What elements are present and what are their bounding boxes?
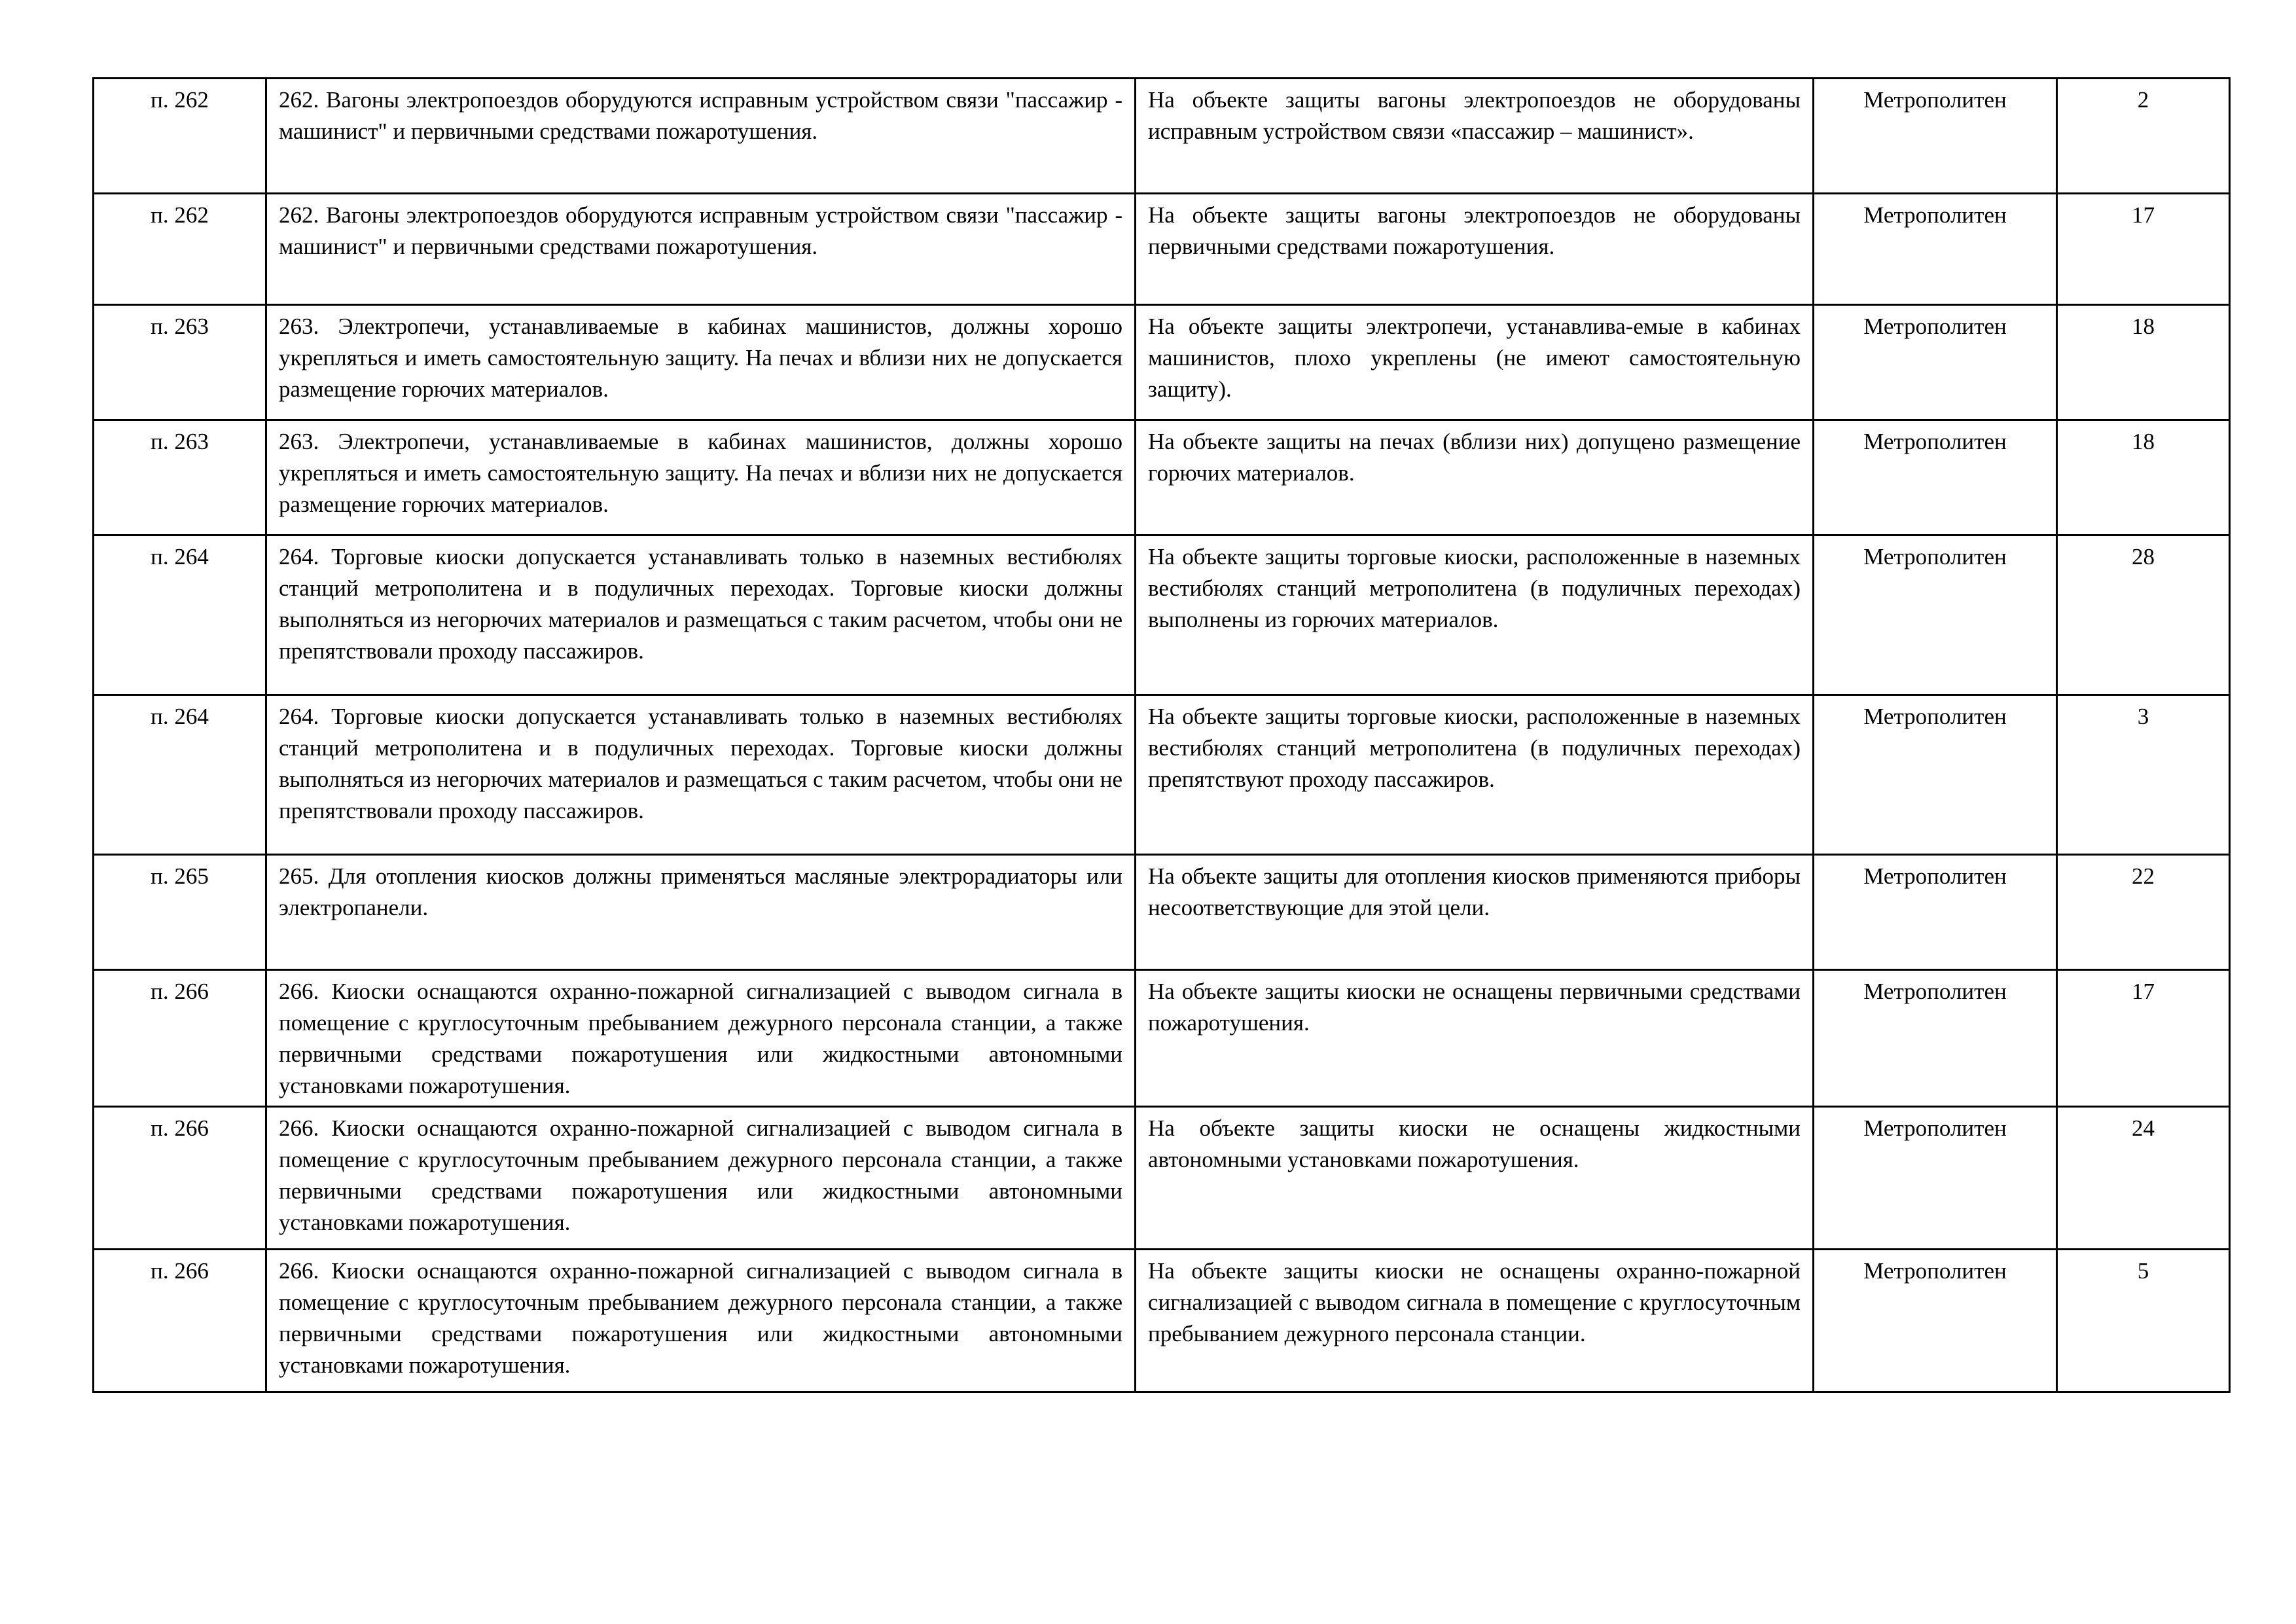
violation-description-cell: На объекте защиты киоски не оснащены первичными средствами пожаротушения.: [1136, 970, 1814, 1107]
protection-object-cell: Метрополитен: [1814, 194, 2057, 305]
violation-description-cell: На объекте защиты киоски не оснащены жидкостными автономными установками пожаротушения.: [1136, 1107, 1814, 1250]
requirement-text-cell: 266. Киоски оснащаются охранно-пожарной сигнализацией с выводом сигнала в помещение с круглосуточным пребыванием дежурного персонала станции, а также первичными средствами пожаротушения или жидкостными автономными установками пожаротушения.: [266, 1107, 1136, 1250]
clause-reference-cell: п. 264: [94, 535, 266, 695]
requirement-text-cell: 266. Киоски оснащаются охранно-пожарной сигнализацией с выводом сигнала в помещение с круглосуточным пребыванием дежурного персонала станции, а также первичными средствами пожаротушения или жидкостными автономными установками пожаротушения.: [266, 1250, 1136, 1392]
violation-description-cell: На объекте защиты торговые киоски, расположенные в наземных вестибюлях станций метрополитена (в подуличных переходах) выполнены из горючих материалов.: [1136, 535, 1814, 695]
violations-table: [92, 77, 2231, 1393]
protection-object-cell: Метрополитен: [1814, 535, 2057, 695]
violation-description-cell: На объекте защиты электропечи, устанавлива-емые в кабинах машинистов, плохо укреплены (не имеют самостоятельную защиту).: [1136, 305, 1814, 420]
table-row: [94, 855, 2230, 970]
protection-object-cell: Метрополитен: [1814, 855, 2057, 970]
table-row: [94, 695, 2230, 855]
table-row: [94, 305, 2230, 420]
violation-code-cell: 5: [2057, 1250, 2230, 1392]
violation-code-cell: 18: [2057, 420, 2230, 535]
violation-description-cell: На объекте защиты для отопления киосков применяются приборы несоответствующие для этой цели.: [1136, 855, 1814, 970]
protection-object-cell: Метрополитен: [1814, 1250, 2057, 1392]
violation-code-cell: 18: [2057, 305, 2230, 420]
violation-code-cell: 28: [2057, 535, 2230, 695]
protection-object-cell: Метрополитен: [1814, 695, 2057, 855]
violation-description-cell: На объекте защиты вагоны электропоездов не оборудованы исправным устройством связи «пассажир – машинист».: [1136, 79, 1814, 194]
clause-reference-cell: п. 266: [94, 1250, 266, 1392]
violation-code-cell: 3: [2057, 695, 2230, 855]
protection-object-cell: Метрополитен: [1814, 420, 2057, 535]
requirement-text-cell: 265. Для отопления киосков должны применяться масляные электрорадиаторы или электропанели.: [266, 855, 1136, 970]
clause-reference-cell: п. 262: [94, 79, 266, 194]
violation-code-cell: 17: [2057, 970, 2230, 1107]
clause-reference-cell: п. 265: [94, 855, 266, 970]
protection-object-cell: Метрополитен: [1814, 305, 2057, 420]
violation-code-cell: 22: [2057, 855, 2230, 970]
requirement-text-cell: 264. Торговые киоски допускается устанавливать только в наземных вестибюлях станций метрополитена и в подуличных переходах. Торговые киоски должны выполняться из негорючих материалов и размещаться с таким расчетом, чтобы они не препятствовали проходу пассажиров.: [266, 695, 1136, 855]
clause-reference-cell: п. 266: [94, 1107, 266, 1250]
violation-description-cell: На объекте защиты вагоны электропоездов не оборудованы первичными средствами пожаротушения.: [1136, 194, 1814, 305]
requirement-text-cell: 263. Электропечи, устанавливаемые в кабинах машинистов, должны хорошо укрепляться и иметь самостоятельную защиту. На печах и вблизи них не допускается размещение горючих материалов.: [266, 420, 1136, 535]
requirement-text-cell: 266. Киоски оснащаются охранно-пожарной сигнализацией с выводом сигнала в помещение с круглосуточным пребыванием дежурного персонала станции, а также первичными средствами пожаротушения или жидкостными автономными установками пожаротушения.: [266, 970, 1136, 1107]
protection-object-cell: Метрополитен: [1814, 970, 2057, 1107]
violation-description-cell: На объекте защиты торговые киоски, расположенные в наземных вестибюлях станций метрополитена (в подуличных переходах) препятствуют проходу пассажиров.: [1136, 695, 1814, 855]
requirement-text-cell: 262. Вагоны электропоездов оборудуются исправным устройством связи "пассажир - машинист" и первичными средствами пожаротушения.: [266, 194, 1136, 305]
clause-reference-cell: п. 263: [94, 420, 266, 535]
table-row: [94, 1107, 2230, 1250]
violation-code-cell: 2: [2057, 79, 2230, 194]
table-row: [94, 535, 2230, 695]
violation-code-cell: 24: [2057, 1107, 2230, 1250]
requirement-text-cell: 264. Торговые киоски допускается устанавливать только в наземных вестибюлях станций метрополитена и в подуличных переходах. Торговые киоски должны выполняться из негорючих материалов и размещаться с таким расчетом, чтобы они не препятствовали проходу пассажиров.: [266, 535, 1136, 695]
clause-reference-cell: п. 266: [94, 970, 266, 1107]
requirement-text-cell: 262. Вагоны электропоездов оборудуются исправным устройством связи "пассажир - машинист" и первичными средствами пожаротушения.: [266, 79, 1136, 194]
table-row: [94, 1250, 2230, 1392]
table-row: [94, 194, 2230, 305]
clause-reference-cell: п. 262: [94, 194, 266, 305]
requirement-text-cell: 263. Электропечи, устанавливаемые в кабинах машинистов, должны хорошо укрепляться и иметь самостоятельную защиту. На печах и вблизи них не допускается размещение горючих материалов.: [266, 305, 1136, 420]
protection-object-cell: Метрополитен: [1814, 79, 2057, 194]
table-row: [94, 79, 2230, 194]
protection-object-cell: Метрополитен: [1814, 1107, 2057, 1250]
table-row: [94, 970, 2230, 1107]
table-row: [94, 420, 2230, 535]
clause-reference-cell: п. 264: [94, 695, 266, 855]
clause-reference-cell: п. 263: [94, 305, 266, 420]
violation-code-cell: 17: [2057, 194, 2230, 305]
violation-description-cell: На объекте защиты киоски не оснащены охранно-пожарной сигнализацией с выводом сигнала в помещение с круглосуточным пребыванием дежурного персонала станции.: [1136, 1250, 1814, 1392]
violation-description-cell: На объекте защиты на печах (вблизи них) допущено размещение горючих материалов.: [1136, 420, 1814, 535]
